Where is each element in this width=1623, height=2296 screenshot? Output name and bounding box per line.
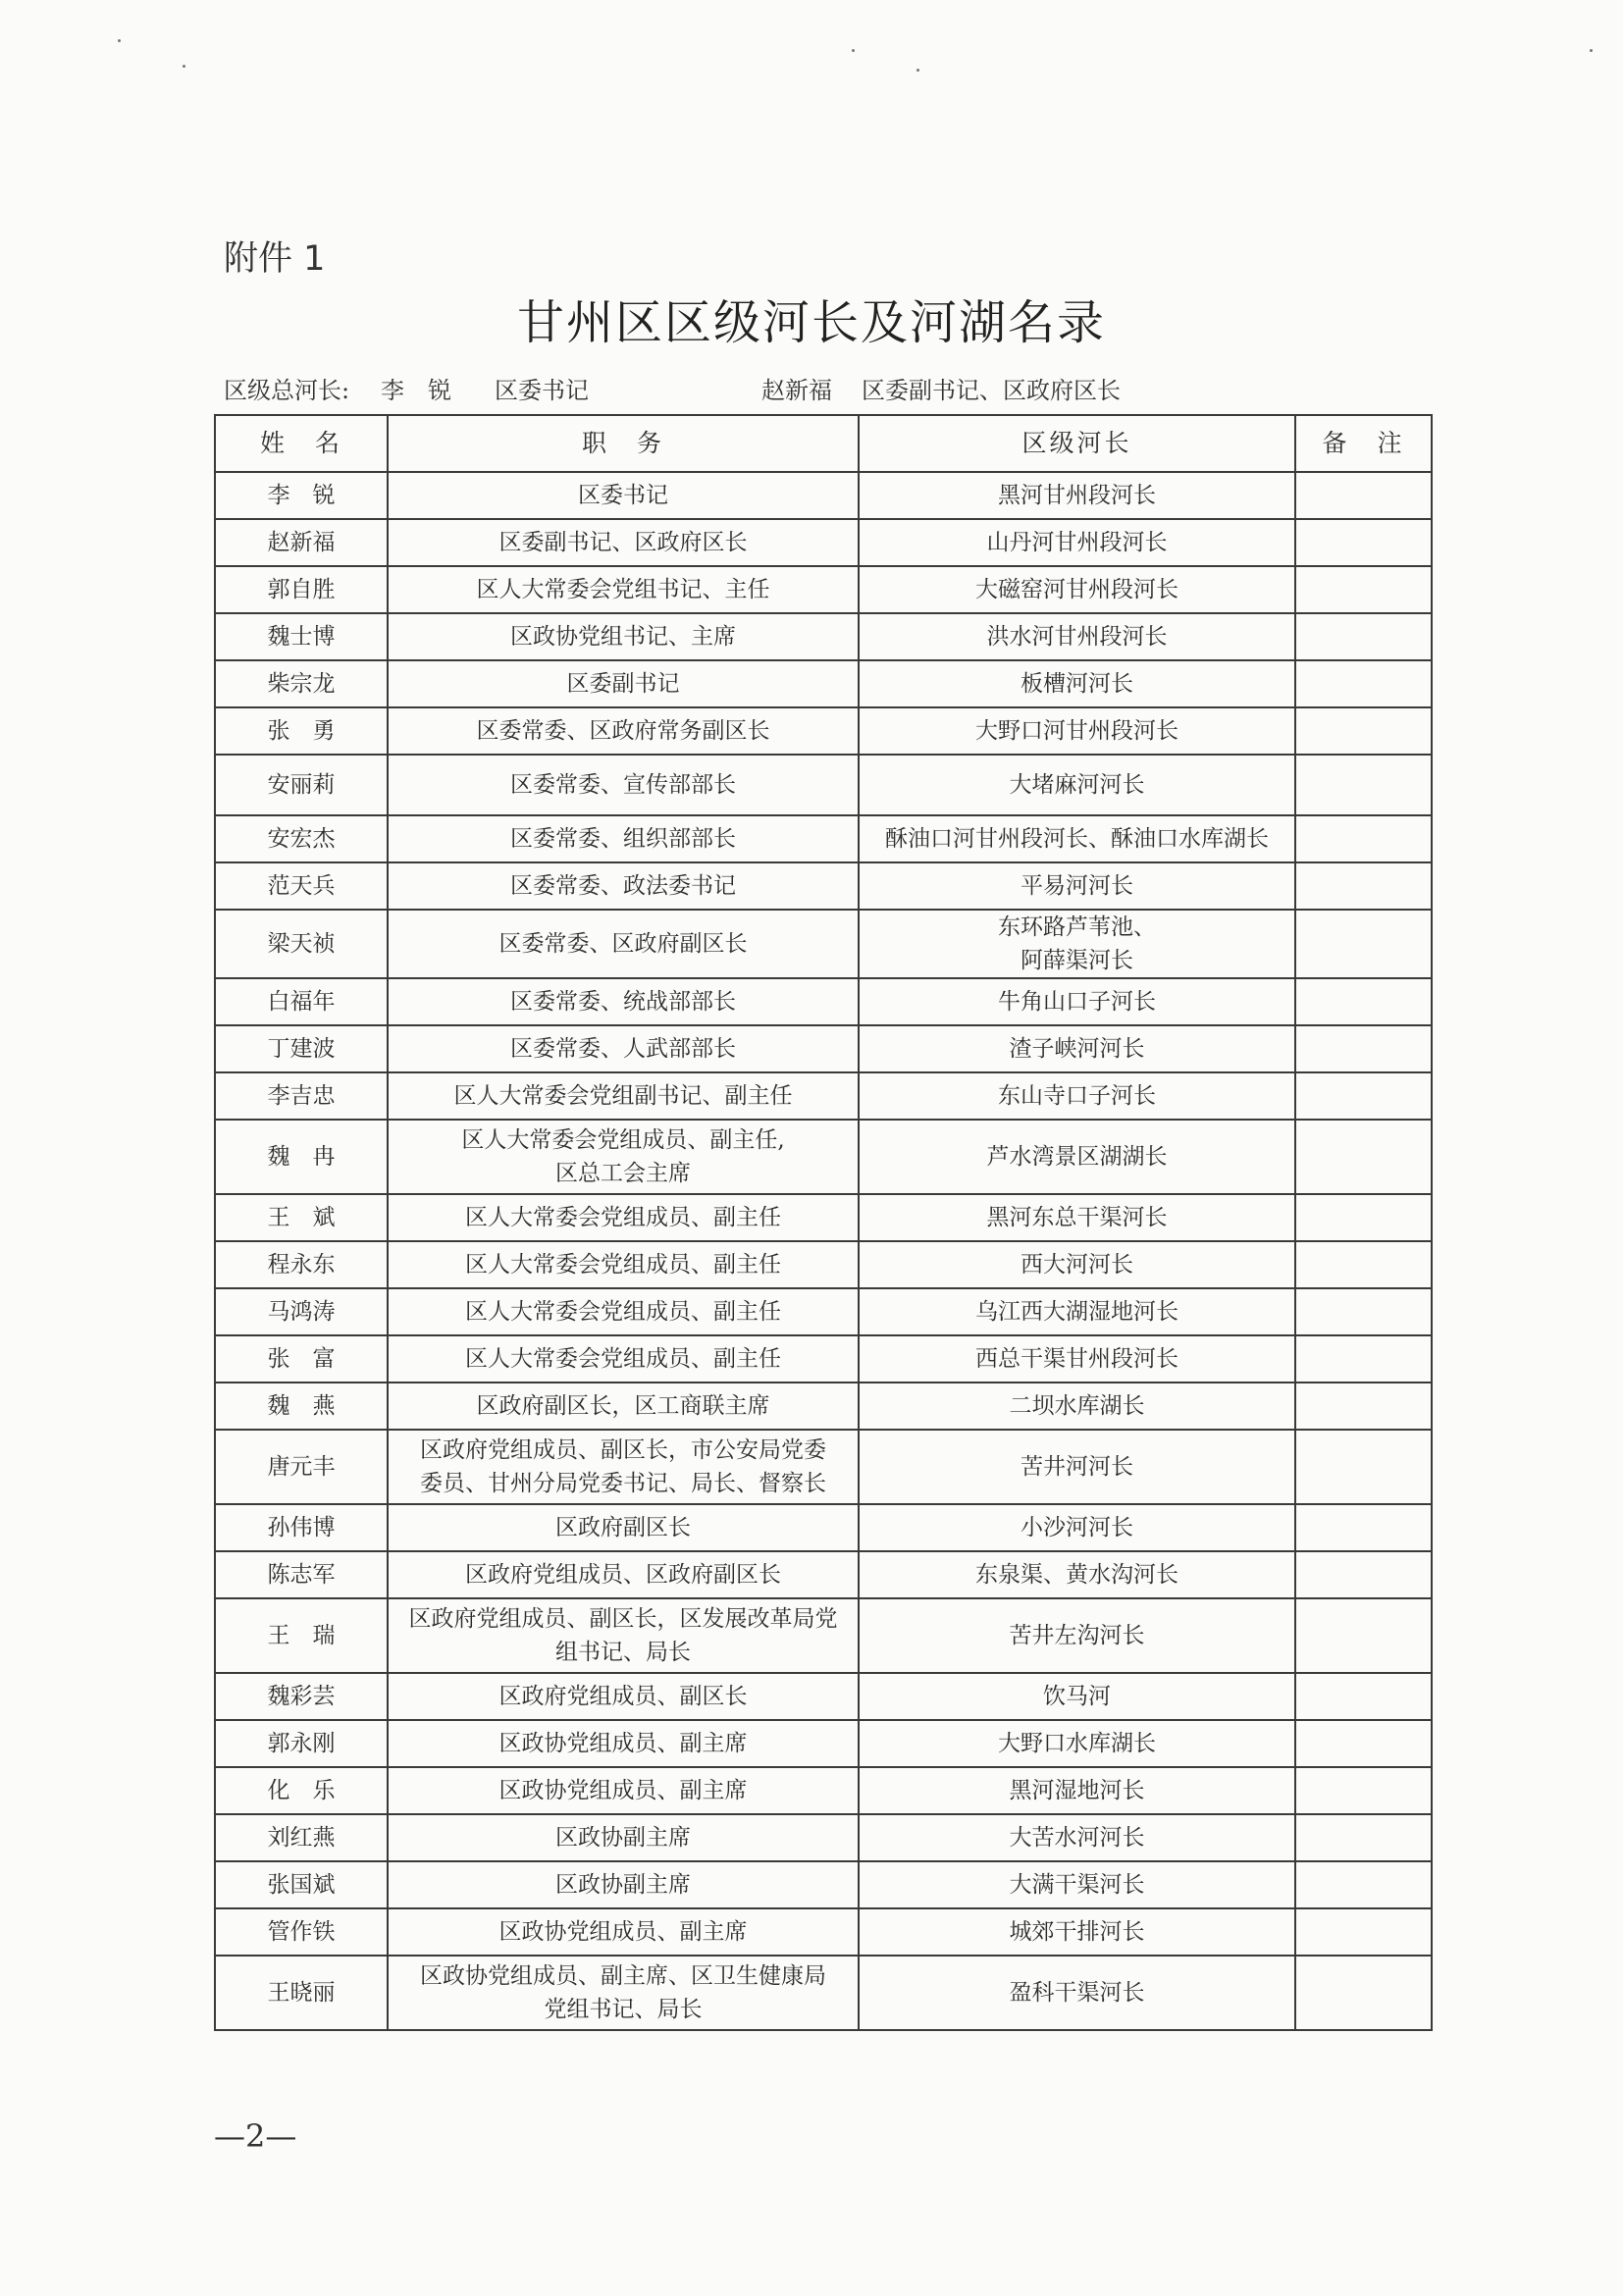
scan-speck [118,39,121,42]
cell-river: 大野口水库湖长 [859,1720,1295,1767]
cell-note [1295,910,1432,978]
cell-duty: 区政协副主席 [388,1861,859,1908]
table-row [215,1383,1432,1430]
cell-river: 山丹河甘州段河长 [859,519,1295,566]
cell-name: 魏士博 [215,613,388,660]
cell-river: 西总干渠甘州段河长 [859,1335,1295,1383]
chief-2-position: 区委副书记、区政府区长 [862,377,1121,404]
cell-duty: 区政府副区长，区工商联主席 [388,1383,859,1430]
chief-label: 区级总河长: [224,377,350,404]
attachment-label: 附件 1 [224,239,326,279]
table-row [215,1551,1432,1598]
cell-note [1295,1551,1432,1598]
river-chief-table [214,414,1433,2031]
cell-river: 黑河甘州段河长 [859,472,1295,519]
cell-name: 王 斌 [215,1194,388,1241]
cell-duty: 区政府党组成员、副区长，区发展改革局党 组书记、局长 [388,1598,859,1673]
table-row [215,1430,1432,1504]
cell-name: 王晓丽 [215,1956,388,2030]
cell-note [1295,1241,1432,1288]
page-number: —2— [214,2117,297,2155]
cell-name: 张 勇 [215,707,388,755]
cell-duty: 区委常委、宣传部部长 [388,755,859,815]
cell-river: 黑河湿地河长 [859,1767,1295,1814]
cell-name: 王 瑞 [215,1598,388,1673]
cell-name: 陈志军 [215,1551,388,1598]
cell-note [1295,1194,1432,1241]
cell-river: 平易河河长 [859,862,1295,910]
cell-duty: 区政府党组成员、区政府副区长 [388,1551,859,1598]
cell-river: 乌江西大湖湿地河长 [859,1288,1295,1335]
cell-duty: 区人大常委会党组书记、主任 [388,566,859,613]
cell-name: 刘红燕 [215,1814,388,1861]
cell-note [1295,1767,1432,1814]
cell-note [1295,1814,1432,1861]
cell-name: 李吉忠 [215,1072,388,1120]
table-row [215,1120,1432,1194]
cell-note [1295,613,1432,660]
cell-note [1295,1720,1432,1767]
cell-river: 大野口河甘州段河长 [859,707,1295,755]
cell-duty: 区政府党组成员、副区长 [388,1673,859,1720]
chief-2-name: 赵新福 [761,377,832,404]
table-row [215,1673,1432,1720]
cell-river: 东山寺口子河长 [859,1072,1295,1120]
cell-name: 白福年 [215,978,388,1025]
cell-river: 洪水河甘州段河长 [859,613,1295,660]
scan-speck [1590,49,1593,52]
cell-note [1295,660,1432,707]
table-row [215,1504,1432,1551]
cell-duty: 区委常委、区政府常务副区长 [388,707,859,755]
table-row [215,519,1432,566]
cell-name: 郭永刚 [215,1720,388,1767]
cell-duty: 区人大常委会党组成员、副主任 [388,1288,859,1335]
scan-speck [916,69,919,72]
cell-river: 城郊干排河长 [859,1908,1295,1956]
table-row [215,1025,1432,1072]
table-row [215,1335,1432,1383]
cell-note [1295,862,1432,910]
cell-river: 饮马河 [859,1673,1295,1720]
chief-1-name: 李 锐 [381,377,451,404]
table-row [215,815,1432,862]
cell-name: 魏彩芸 [215,1673,388,1720]
table-row [215,1861,1432,1908]
cell-river: 东泉渠、黄水沟河长 [859,1551,1295,1598]
table-header-row [215,415,1432,472]
cell-note [1295,1072,1432,1120]
cell-duty: 区政协党组成员、副主席、区卫生健康局 党组书记、局长 [388,1956,859,2030]
cell-note [1295,1908,1432,1956]
cell-name: 安丽莉 [215,755,388,815]
cell-river: 西大河河长 [859,1241,1295,1288]
cell-duty: 区人大常委会党组成员、副主任 [388,1241,859,1288]
header-name: 姓 名 [215,415,388,472]
cell-note [1295,1383,1432,1430]
cell-note [1295,1673,1432,1720]
cell-note [1295,1956,1432,2030]
table-row [215,910,1432,978]
table-row [215,755,1432,815]
cell-duty: 区政协党组书记、主席 [388,613,859,660]
cell-note [1295,755,1432,815]
cell-duty: 区委常委、统战部部长 [388,978,859,1025]
header-duty: 职 务 [388,415,859,472]
scan-speck [852,49,855,52]
cell-name: 丁建波 [215,1025,388,1072]
cell-river: 小沙河河长 [859,1504,1295,1551]
cell-name: 安宏杰 [215,815,388,862]
cell-name: 柴宗龙 [215,660,388,707]
table-row [215,1072,1432,1120]
cell-river: 二坝水库湖长 [859,1383,1295,1430]
table-row [215,1814,1432,1861]
cell-note [1295,1120,1432,1194]
cell-name: 张 富 [215,1335,388,1383]
cell-river: 大磁窑河甘州段河长 [859,566,1295,613]
table-row [215,862,1432,910]
cell-note [1295,1598,1432,1673]
cell-note [1295,519,1432,566]
table-row [215,1288,1432,1335]
chief-1-position: 区委书记 [495,377,589,404]
document-title: 甘州区区级河长及河湖名录 [516,295,1106,350]
cell-duty: 区委副书记 [388,660,859,707]
cell-note [1295,815,1432,862]
cell-note [1295,1504,1432,1551]
table-row [215,660,1432,707]
table-row [215,472,1432,519]
cell-name: 化 乐 [215,1767,388,1814]
table-row [215,613,1432,660]
header-note: 备 注 [1295,415,1432,472]
cell-duty: 区委常委、人武部部长 [388,1025,859,1072]
table-row [215,707,1432,755]
cell-duty: 区政府党组成员、副区长，市公安局党委 委员、甘州分局党委书记、局长、督察长 [388,1430,859,1504]
cell-duty: 区委书记 [388,472,859,519]
cell-name: 张国斌 [215,1861,388,1908]
table-row [215,1908,1432,1956]
cell-duty: 区政协党组成员、副主席 [388,1908,859,1956]
cell-river: 黑河东总干渠河长 [859,1194,1295,1241]
cell-note [1295,978,1432,1025]
cell-river: 渣子峡河河长 [859,1025,1295,1072]
cell-duty: 区人大常委会党组成员、副主任, 区总工会主席 [388,1120,859,1194]
chief-river-leaders [224,371,1440,410]
cell-name: 郭自胜 [215,566,388,613]
cell-note [1295,566,1432,613]
cell-duty: 区人大常委会党组副书记、副主任 [388,1072,859,1120]
cell-river: 牛角山口子河长 [859,978,1295,1025]
cell-note [1295,1335,1432,1383]
cell-river: 大苦水河河长 [859,1814,1295,1861]
cell-note [1295,472,1432,519]
cell-duty: 区政协副主席 [388,1814,859,1861]
cell-river: 酥油口河甘州段河长、酥油口水库湖长 [859,815,1295,862]
scan-speck [183,65,185,68]
cell-name: 赵新福 [215,519,388,566]
cell-name: 魏 冉 [215,1120,388,1194]
cell-name: 李 锐 [215,472,388,519]
cell-name: 梁天祯 [215,910,388,978]
cell-duty: 区人大常委会党组成员、副主任 [388,1335,859,1383]
cell-duty: 区政协党组成员、副主席 [388,1767,859,1814]
cell-name: 范天兵 [215,862,388,910]
header-river: 区级河长 [859,415,1295,472]
cell-name: 程永东 [215,1241,388,1288]
cell-river: 苦井河河长 [859,1430,1295,1504]
cell-duty: 区委常委、组织部部长 [388,815,859,862]
table-row [215,1598,1432,1673]
table-row [215,1720,1432,1767]
table-row [215,1194,1432,1241]
cell-name: 管作铁 [215,1908,388,1956]
cell-river: 盈科干渠河长 [859,1956,1295,2030]
cell-name: 孙伟博 [215,1504,388,1551]
cell-name: 马鸿涛 [215,1288,388,1335]
table-row [215,1956,1432,2030]
cell-note [1295,707,1432,755]
cell-river: 大堵麻河河长 [859,755,1295,815]
cell-name: 魏 燕 [215,1383,388,1430]
cell-duty: 区委常委、区政府副区长 [388,910,859,978]
cell-duty: 区委常委、政法委书记 [388,862,859,910]
cell-river: 苦井左沟河长 [859,1598,1295,1673]
cell-duty: 区政协党组成员、副主席 [388,1720,859,1767]
cell-duty: 区人大常委会党组成员、副主任 [388,1194,859,1241]
cell-river: 大满干渠河长 [859,1861,1295,1908]
cell-river: 东环路芦苇池、 阿薛渠河长 [859,910,1295,978]
table-row [215,978,1432,1025]
cell-note [1295,1430,1432,1504]
table-row [215,1241,1432,1288]
table-row [215,1767,1432,1814]
cell-name: 唐元丰 [215,1430,388,1504]
cell-duty: 区政府副区长 [388,1504,859,1551]
table-row [215,566,1432,613]
cell-note [1295,1025,1432,1072]
table-body [215,472,1432,2030]
cell-river: 芦水湾景区湖湖长 [859,1120,1295,1194]
cell-note [1295,1861,1432,1908]
cell-river: 板槽河河长 [859,660,1295,707]
cell-note [1295,1288,1432,1335]
cell-duty: 区委副书记、区政府区长 [388,519,859,566]
